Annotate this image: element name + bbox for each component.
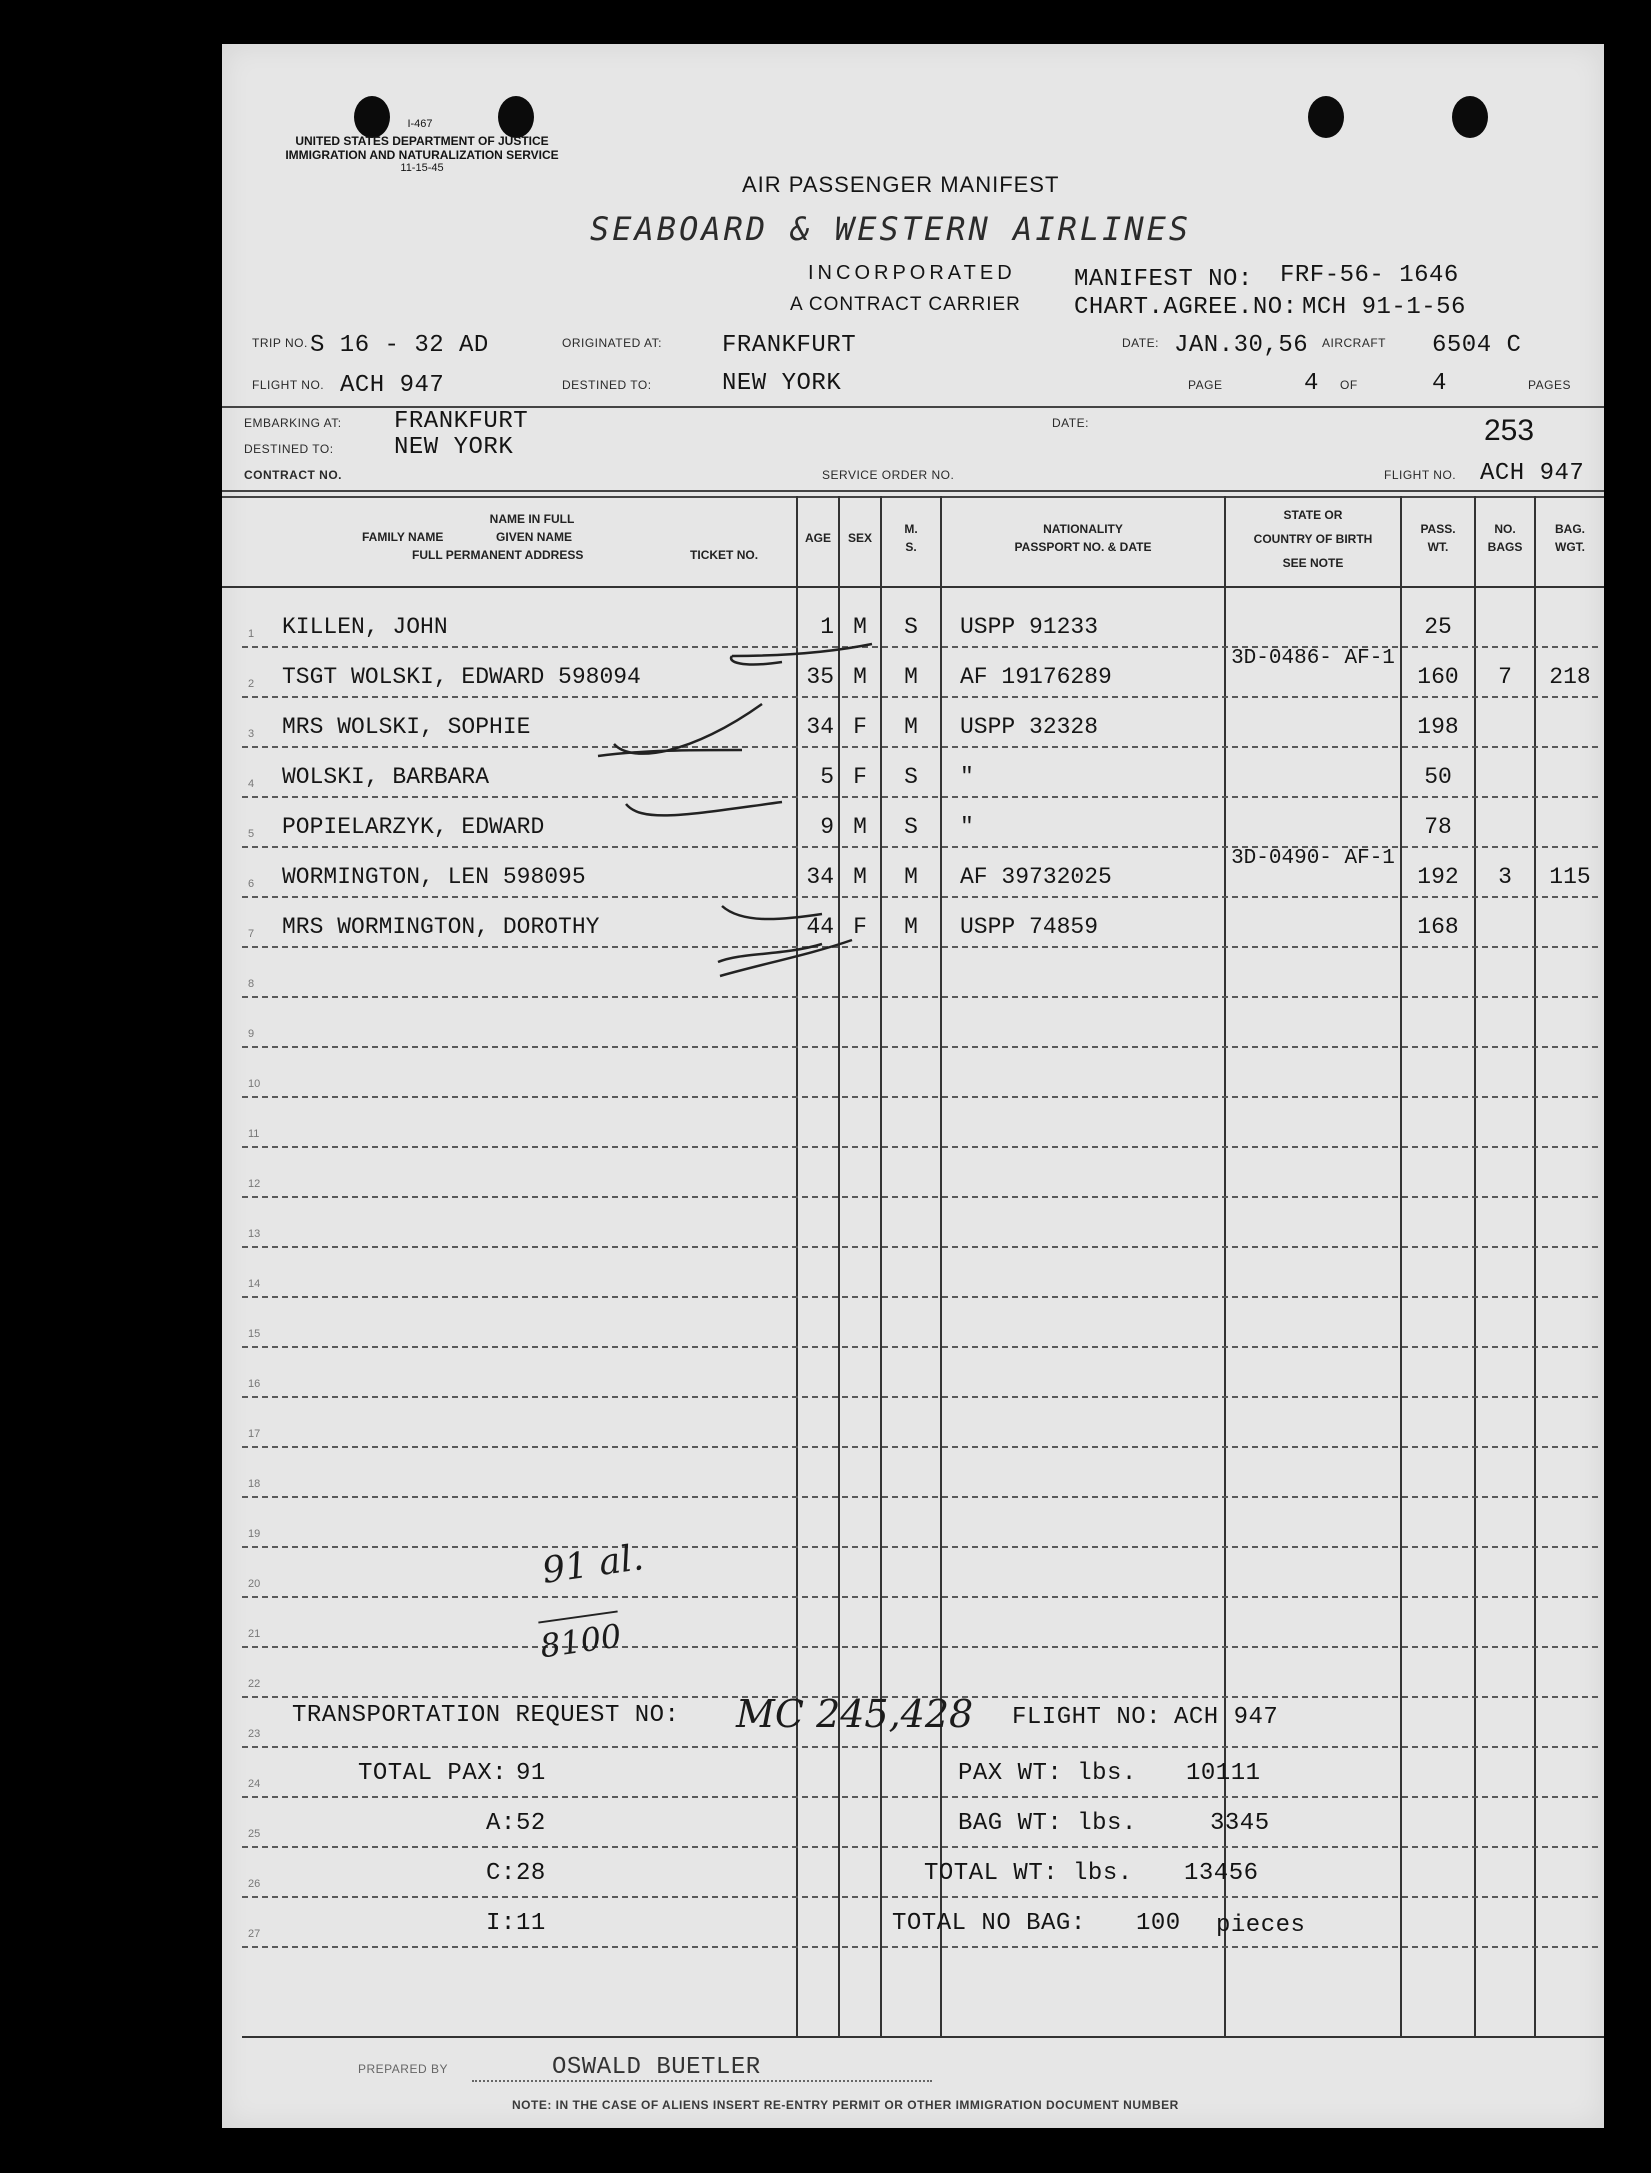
destined-value: NEW YORK [722, 370, 842, 397]
col-age: AGE [804, 531, 831, 545]
flight-value: ACH 947 [340, 372, 445, 399]
cell-age: 9 [820, 814, 834, 840]
line-number: 6 [248, 878, 255, 890]
line-number: 5 [248, 828, 255, 840]
cell-ms: S [904, 764, 918, 790]
page-number-253: 253 [1484, 414, 1535, 447]
line-number: 7 [248, 928, 255, 940]
table-bottom-rule [242, 2036, 1604, 2038]
pax-wt-label: PAX WT: lbs. [958, 1760, 1137, 1787]
col-nat-2: PASSPORT NO. & DATE [1014, 540, 1152, 554]
check-mark [614, 704, 762, 754]
cell-birth: 3D-0490- AF-1 [1231, 847, 1395, 870]
line-number: 13 [248, 1228, 261, 1240]
cell-bags: 3 [1498, 864, 1512, 890]
prepared-label: PREPARED BY [358, 2062, 448, 2076]
cell-ms: M [904, 914, 918, 940]
cell-name: MRS WORMINGTON, DOROTHY [282, 914, 600, 940]
cell-bagwt: 115 [1549, 864, 1591, 890]
cell-age: 34 [806, 714, 834, 740]
cell-wt: 50 [1424, 764, 1452, 790]
col-ms-2: S. [905, 540, 917, 554]
cell-passport: USPP 32328 [960, 714, 1099, 740]
destined2-value: NEW YORK [394, 434, 514, 461]
col-bagwt-2: WGT. [1555, 540, 1585, 554]
prepared-line [472, 2080, 932, 2082]
chart-agree-label: CHART.AGREE.NO: [1074, 294, 1298, 321]
cell-sex: F [853, 714, 867, 740]
pax-wt-value: 10111 [1186, 1760, 1261, 1787]
cell-name: POPIELARZYK, EDWARD [282, 814, 545, 840]
total-wt-label: TOTAL WT: lbs. [924, 1860, 1133, 1887]
total-wt-value: 13456 [1184, 1860, 1259, 1887]
cell-sex: M [853, 864, 867, 890]
line-number: 25 [248, 1828, 261, 1840]
handwritten-note-line1: 91 al. [539, 1537, 647, 1592]
aircraft-value: 6504 C [1432, 332, 1522, 359]
cell-name: WOLSKI, BARBARA [282, 764, 490, 790]
line-number: 20 [248, 1578, 261, 1590]
total-bag-pieces: pieces [1216, 1912, 1306, 1939]
line-number: 12 [248, 1178, 261, 1190]
footnote: NOTE: IN THE CASE OF ALIENS INSERT RE-ENTRY PERMIT OR OTHER IMMIGRATION DOCUMENT NUMBER [512, 2098, 1179, 2112]
cell-passport: AF 39732025 [960, 864, 1112, 890]
check-mark [731, 656, 782, 664]
manifest-no-value: FRF-56- 1646 [1280, 262, 1459, 289]
cell-sex: M [853, 664, 867, 690]
line-number: 10 [248, 1078, 261, 1090]
cell-ms: M [904, 714, 918, 740]
cell-name: TSGT WOLSKI, EDWARD 598094 [282, 664, 641, 690]
check-mark [626, 802, 782, 815]
trip-label: TRIP NO. [252, 336, 308, 350]
incorporated-label: INCORPORATED [808, 262, 1016, 284]
total-i-label: I: [486, 1910, 516, 1937]
col-bagwt-1: BAG. [1555, 522, 1585, 536]
check-mark [720, 940, 852, 976]
of-value: 4 [1432, 370, 1447, 397]
line-number: 17 [248, 1428, 261, 1440]
manifest-page [222, 44, 1604, 2128]
manifest-no-label: MANIFEST NO: [1074, 266, 1253, 293]
line-number: 4 [248, 778, 255, 790]
cell-passport: " [960, 814, 974, 840]
prepared-value: OSWALD BUETLER [552, 2054, 761, 2081]
cell-sex: M [853, 614, 867, 640]
cell-ms: S [904, 614, 918, 640]
date-label: DATE: [1122, 336, 1159, 350]
line-number: 24 [248, 1778, 261, 1790]
line-number: 2 [248, 678, 255, 690]
destined-label: DESTINED TO: [562, 378, 652, 392]
bag-wt-value: 3345 [1210, 1810, 1270, 1837]
line-number: 22 [248, 1678, 261, 1690]
handwritten-checkmarks [222, 44, 1604, 2128]
cell-passport: USPP 74859 [960, 914, 1099, 940]
col-name-line1: NAME IN FULL [489, 512, 575, 526]
agency-line-1: UNITED STATES DEPARTMENT OF JUSTICE [295, 134, 549, 148]
col-birth-3: SEE NOTE [1282, 556, 1344, 570]
col-bags-2: BAGS [1487, 540, 1523, 554]
originated-label: ORIGINATED AT: [562, 336, 662, 350]
total-pax-value: 91 [516, 1760, 546, 1787]
page-title: AIR PASSENGER MANIFEST [742, 172, 1060, 197]
form-date: 11-15-45 [400, 162, 444, 174]
cell-age: 34 [806, 864, 834, 890]
line-number: 27 [248, 1928, 261, 1940]
total-c-label: C: [486, 1860, 516, 1887]
embarking-label: EMBARKING AT: [244, 416, 342, 430]
transport-flight-value: ACH 947 [1174, 1704, 1279, 1731]
cell-sex: M [853, 814, 867, 840]
cell-wt: 168 [1417, 914, 1459, 940]
transport-request-label: TRANSPORTATION REQUEST NO: [292, 1702, 680, 1729]
line-number: 3 [248, 728, 255, 740]
col-pass-2: WT. [1427, 540, 1449, 554]
cell-wt: 78 [1424, 814, 1452, 840]
cell-name: KILLEN, JOHN [282, 614, 448, 640]
line-number: 9 [248, 1028, 255, 1040]
line-number: 11 [248, 1128, 260, 1140]
cell-age: 5 [820, 764, 834, 790]
originated-value: FRANKFURT [722, 332, 857, 359]
total-bag-value: 100 [1136, 1910, 1181, 1937]
col-birth-2: COUNTRY OF BIRTH [1253, 532, 1373, 546]
date2-label: DATE: [1052, 416, 1089, 430]
total-c-value: 28 [516, 1860, 546, 1887]
col-name-given: GIVEN NAME [496, 530, 573, 544]
service-order-label: SERVICE ORDER NO. [822, 468, 955, 482]
cell-sex: F [853, 914, 867, 940]
trip-value: S 16 - 32 AD [310, 332, 489, 359]
col-bags-1: NO. [1494, 522, 1516, 536]
cell-ms: M [904, 864, 918, 890]
line-number: 14 [248, 1278, 261, 1290]
line-number: 23 [248, 1728, 261, 1740]
cell-passport: USPP 91233 [960, 614, 1099, 640]
transport-request-value: MC 245,428 [736, 1692, 974, 1736]
check-mark [722, 906, 822, 919]
of-label: OF [1340, 378, 1358, 392]
cell-ms: S [904, 814, 918, 840]
total-a-label: A: [486, 1810, 516, 1837]
col-nat-1: NATIONALITY [1043, 522, 1123, 536]
cell-name: MRS WOLSKI, SOPHIE [282, 714, 531, 740]
embarking-value: FRANKFURT [394, 408, 529, 435]
date-value: JAN.30,56 [1174, 332, 1309, 359]
form-number: I-467 [407, 118, 433, 130]
pages-label: PAGES [1528, 378, 1571, 392]
chart-agree-value: MCH 91-1-56 [1302, 294, 1466, 321]
col-name-address: FULL PERMANENT ADDRESS [412, 548, 584, 562]
line-number: 16 [248, 1378, 261, 1390]
cell-age: 35 [806, 664, 834, 690]
total-i-value: 11 [516, 1910, 546, 1937]
transport-flight-label: FLIGHT NO: [1012, 1704, 1162, 1731]
page-label: PAGE [1188, 378, 1223, 392]
flight2-value: ACH 947 [1480, 460, 1585, 487]
line-number: 26 [248, 1878, 261, 1890]
cell-wt: 198 [1417, 714, 1459, 740]
line-number: 21 [248, 1628, 261, 1640]
contract-label: CONTRACT NO. [244, 468, 342, 482]
flight-label: FLIGHT NO. [252, 378, 325, 392]
destined2-label: DESTINED TO: [244, 442, 334, 456]
cell-wt: 25 [1424, 614, 1452, 640]
cell-bagwt: 218 [1549, 664, 1591, 690]
col-ticket: TICKET NO. [690, 548, 759, 562]
cell-bags: 7 [1498, 664, 1512, 690]
cell-age: 1 [820, 614, 834, 640]
handwritten-note-line2: 8100 [537, 1616, 624, 1666]
col-birth-1: STATE OR [1283, 508, 1343, 522]
cell-birth: 3D-0486- AF-1 [1231, 647, 1395, 670]
cell-wt: 160 [1417, 664, 1459, 690]
col-pass-1: PASS. [1420, 522, 1456, 536]
flight2-label: FLIGHT NO. [1384, 468, 1457, 482]
cell-sex: F [853, 764, 867, 790]
line-number: 19 [248, 1528, 261, 1540]
aircraft-label: AIRCRAFT [1322, 336, 1386, 350]
cell-name: WORMINGTON, LEN 598095 [282, 864, 586, 890]
agency-line-2: IMMIGRATION AND NATURALIZATION SERVICE [285, 148, 559, 162]
line-number: 15 [248, 1328, 261, 1340]
cell-age: 44 [806, 914, 834, 940]
total-bag-label: TOTAL NO BAG: [892, 1910, 1086, 1937]
cell-passport: " [960, 764, 974, 790]
cell-ms: M [904, 664, 918, 690]
check-mark [598, 750, 742, 756]
check-mark [732, 644, 872, 656]
cell-passport: AF 19176289 [960, 664, 1112, 690]
col-name-family: FAMILY NAME [362, 530, 444, 544]
contract-carrier-label: A CONTRACT CARRIER [790, 294, 1021, 315]
line-number: 1 [248, 628, 255, 640]
bag-wt-label: BAG WT: lbs. [958, 1810, 1137, 1837]
line-number: 18 [248, 1478, 261, 1490]
col-sex: SEX [847, 531, 872, 545]
col-ms-1: M. [904, 522, 918, 536]
total-a-value: 52 [516, 1810, 546, 1837]
page-value: 4 [1304, 370, 1319, 397]
total-pax-label: TOTAL PAX: [358, 1760, 508, 1787]
line-number: 8 [248, 978, 255, 990]
cell-wt: 192 [1417, 864, 1459, 890]
airline-name: SEABOARD & WESTERN AIRLINES [590, 210, 1192, 248]
